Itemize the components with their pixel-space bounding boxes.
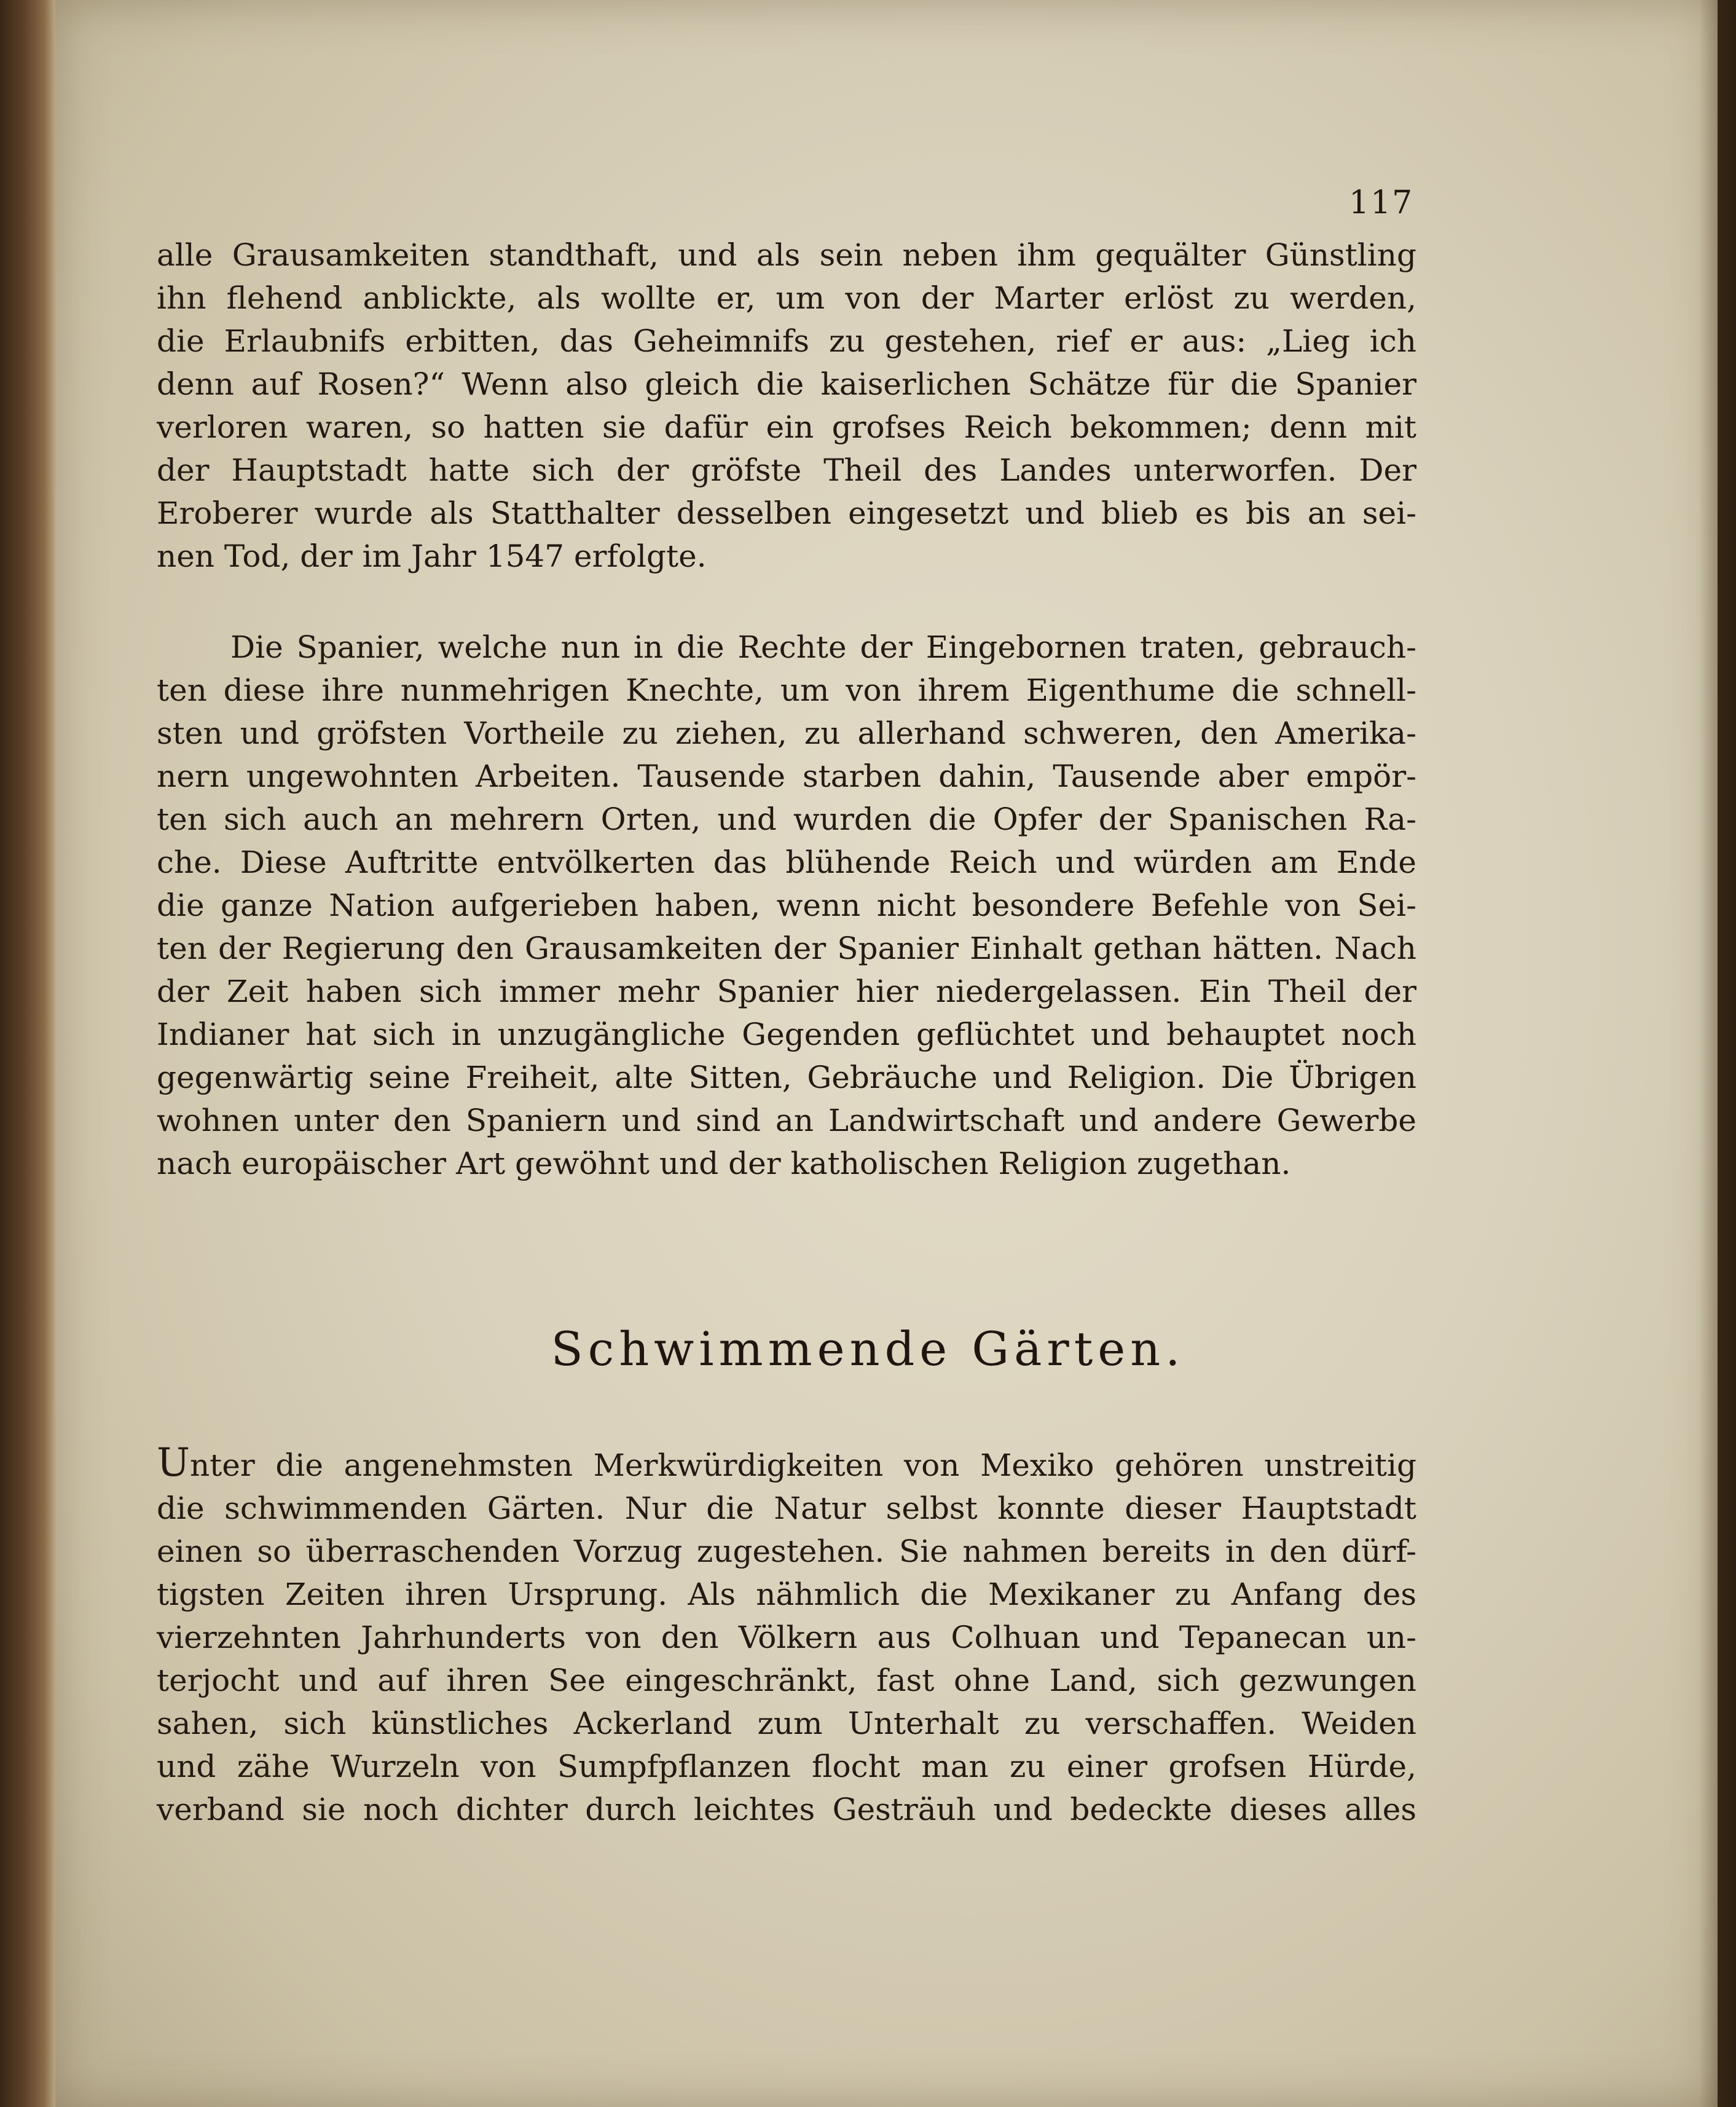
text-line: nach europäischer Art gewöhnt und der katholischen Religion zugethan.: [157, 1146, 1291, 1181]
text-line: verband sie noch dichter durch leichtes Gesträuh und bedeckte dieses alles: [157, 1792, 1416, 1827]
text-line: denn auf Rosen?“ Wenn also gleich die kaiserlichen Schätze für die Spanier: [157, 366, 1416, 402]
first-line-text: nter die angenehmsten Merkwürdigkeiten von Mexiko gehören unstreitig: [189, 1447, 1416, 1483]
text-line: gegenwärtig seine Freiheit, alte Sitten, Gebräuche und Religion. Die Übrigen: [157, 1060, 1416, 1095]
page-edge-shadow: [1699, 0, 1736, 2107]
text-line: nen Tod, der im Jahr 1547 erfolgte.: [157, 538, 707, 574]
text-line: Die Spanier, welche nun in die Rechte der Eingebornen traten, gebrauch-: [230, 629, 1416, 665]
text-line: ihn flehend anblickte, als wollte er, um von der Marter erlöst zu werden,: [157, 280, 1416, 316]
text-line: tigsten Zeiten ihren Ursprung. Als nähmlich die Mexikaner zu Anfang des: [157, 1577, 1416, 1612]
text-line: terjocht und auf ihren See eingeschränkt, fast ohne Land, sich gezwungen: [157, 1663, 1416, 1698]
text-line: verloren waren, so hatten sie dafür ein grofses Reich bekommen; denn mit: [157, 409, 1416, 445]
text-line: vierzehnten Jahrhunderts von den Völkern aus Colhuan und Tepanecan un-: [157, 1620, 1416, 1655]
text-line: der Hauptstadt hatte sich der gröfste Theil des Landes unterworfen. Der: [157, 452, 1416, 488]
text-line: die ganze Nation aufgerieben haben, wenn nicht besondere Befehle von Sei-: [157, 888, 1416, 923]
book-spine: [0, 0, 55, 2107]
text-line: sahen, sich künstliches Ackerland zum Unterhalt zu verschaffen. Weiden: [157, 1706, 1416, 1741]
text-line: Indianer hat sich in unzugängliche Gegenden geflüchtet und behauptet noch: [157, 1017, 1416, 1052]
text-line: ten sich auch an mehrern Orten, und wurden die Opfer der Spanischen Ra-: [157, 801, 1416, 837]
text-line: und zähe Wurzeln von Sumpfpflanzen flocht man zu einer grofsen Hürde,: [157, 1749, 1416, 1784]
text-line: sten und gröfsten Vortheile zu ziehen, zu allerhand schweren, den Amerika-: [157, 715, 1416, 751]
text-line: wohnen unter den Spaniern und sind an Landwirtschaft und andere Gewerbe: [157, 1103, 1416, 1138]
paragraph-3: [157, 1441, 1416, 1831]
text-line: einen so überraschenden Vorzug zugestehen. Sie nahmen bereits in den dürf-: [157, 1534, 1416, 1569]
text-line: nern ungewohnten Arbeiten. Tausende starben dahin, Tausende aber empör-: [157, 758, 1416, 794]
text-line: che. Diese Auftritte entvölkerten das blühende Reich und würden am Ende: [157, 845, 1416, 880]
text-line: die Erlaubnifs erbitten, das Geheimnifs zu gestehen, rief er aus: „Lieg ich: [157, 323, 1416, 359]
section-heading: Schwimmende Gärten.: [551, 1321, 1185, 1376]
paragraph-1: [157, 234, 1416, 578]
text-line: der Zeit haben sich immer mehr Spanier hier niedergelassen. Ein Theil der: [157, 974, 1416, 1009]
paragraph-2: [157, 626, 1416, 1185]
text-line: [157, 1441, 1416, 1487]
text-line: alle Grausamkeiten standthaft, und als sein neben ihm gequälter Günstling: [157, 237, 1416, 273]
page-number: 117: [1349, 184, 1414, 221]
text-line: ten diese ihre nunmehrigen Knechte, um von ihrem Eigenthume die schnell-: [157, 672, 1416, 708]
text-line: ten der Regierung den Grausamkeiten der Spanier Einhalt gethan hätten. Nach: [157, 931, 1416, 966]
text-line: die schwimmenden Gärten. Nur die Natur selbst konnte dieser Hauptstadt: [157, 1491, 1416, 1526]
text-line: Eroberer wurde als Statthalter desselben eingesetzt und blieb es bis an sei-: [157, 495, 1416, 531]
initial-letter: U: [157, 1440, 190, 1486]
